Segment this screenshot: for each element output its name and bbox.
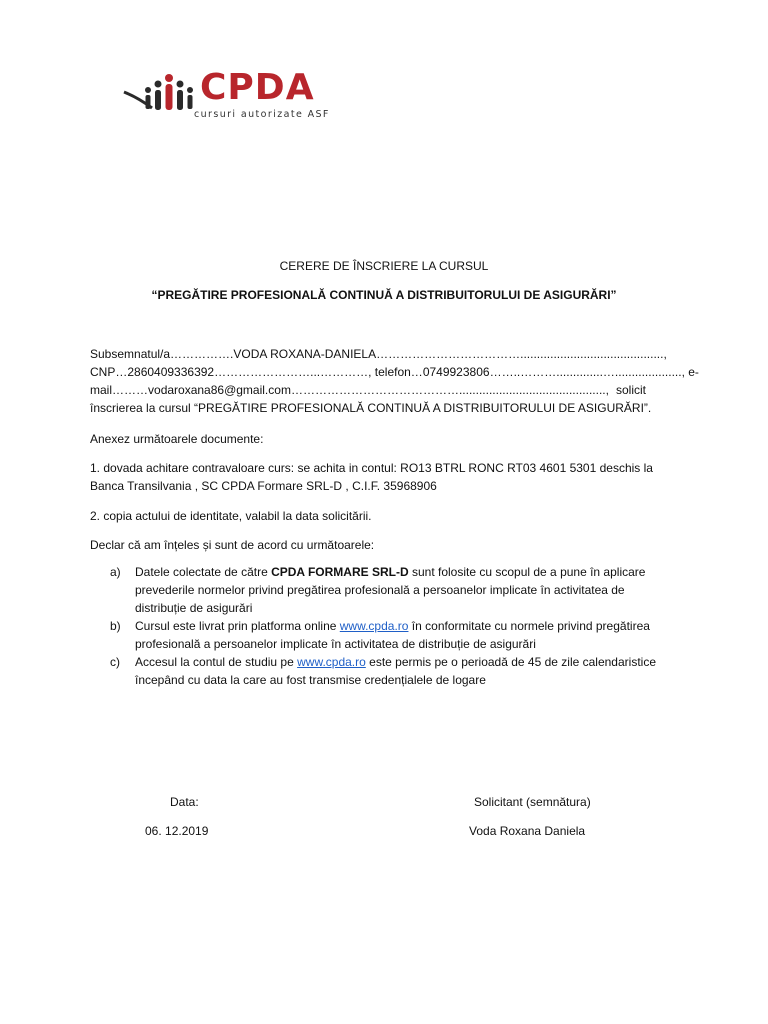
- annex-item-1: 1. dovada achitare contravaloare curs: se achita in contul: RO13 BTRL RONC RT03 4601 5301 deschis la Banca Transilvania , SC CPDA Formare SRL-D , C.I.F. 35968906: [90, 461, 653, 493]
- people-arrow-icon: [122, 66, 202, 130]
- enrollment-line: înscrierea la cursul “PREGĂTIRE PROFESIONALĂ CONTINUĂ A DISTRIBUITORULUI DE ASIGURĂRI”.: [90, 401, 652, 415]
- company-name: CPDA FORMARE SRL-D: [271, 565, 409, 579]
- applicant-name: Voda Roxana Daniela: [469, 824, 586, 838]
- list-item-a-text: Datele colectate de către: [135, 565, 272, 579]
- declare-heading: Declar că am înțeles și sunt de acord cu următoarele:: [90, 538, 375, 552]
- list-item: [90, 563, 670, 617]
- list-item: [90, 617, 670, 653]
- list-marker: c): [110, 655, 120, 669]
- date-value: 06. 12.2019: [145, 824, 209, 838]
- email-line: [90, 381, 646, 399]
- phone-value: 0749923806: [422, 365, 490, 379]
- list-item-c-rest: este permis pe o perioadă de 45 de zile calendaristice începând cu data la care au fost transmise credențialele de logare: [135, 655, 656, 687]
- applicant-details: [90, 345, 699, 417]
- list-item-b-rest: în conformitate cu normele privind pregătirea profesională a persoanelor implicate în activitatea de distribuție de asigurări: [135, 619, 650, 651]
- name-label: Subsemnatul/a…………….: [90, 347, 234, 361]
- logo-subtitle: cursuri autorizate ASF: [194, 109, 330, 120]
- name-fill: ………………………………...........................................,: [376, 347, 667, 361]
- list-item-b-text: Cursul este livrat prin platforma online: [135, 619, 340, 633]
- name-value: VODA ROXANA-DANIELA: [233, 347, 377, 361]
- document-title: CERERE DE ÎNSCRIERE LA CURSUL: [279, 259, 489, 273]
- phone-fill: ……..………..............…...................., e-: [489, 365, 699, 379]
- cpda-link[interactable]: www.cpda.ro: [339, 619, 409, 633]
- solicit-word: solicit: [615, 383, 646, 397]
- course-title: “PREGĂTIRE PROFESIONALĂ CONTINUĂ A DISTRIBUITORULUI DE ASIGURĂRI”: [151, 288, 617, 302]
- cnp-value: 2860409336392: [127, 365, 215, 379]
- cpda-logo: [122, 66, 332, 130]
- email-fill: ……………………………………............................................,: [290, 383, 609, 397]
- declaration-list: [90, 563, 670, 689]
- list-item-c-text: Accesul la contul de studiu pe: [135, 655, 298, 669]
- email-value: vodaroxana86@gmail.com: [148, 383, 291, 397]
- list-item-a-rest: sunt folosite cu scopul de a pune în aplicare prevederile normelor privind pregătirea profesională a persoanelor implicate în activitatea de distribuție de asigurări: [135, 565, 646, 615]
- cnp-label: CNP…: [90, 365, 128, 379]
- list-item: [90, 653, 670, 689]
- annex-item-2: 2. copia actului de identitate, valabil la data solicitării.: [90, 509, 372, 523]
- cnp-phone-line: [90, 363, 699, 381]
- date-label: Data:: [170, 795, 199, 809]
- list-marker: b): [110, 619, 121, 633]
- logo-wordmark: CPDA: [200, 67, 315, 108]
- name-line: [90, 345, 667, 363]
- annex-heading: Anexez următoarele documente:: [90, 432, 264, 446]
- email-label: mail………: [90, 383, 149, 397]
- cpda-link[interactable]: www.cpda.ro: [297, 655, 366, 669]
- list-marker: a): [110, 565, 121, 579]
- cnp-fill: ……………………...…………, telefon…: [214, 365, 423, 379]
- applicant-signature-label: Solicitant (semnătura): [474, 795, 591, 809]
